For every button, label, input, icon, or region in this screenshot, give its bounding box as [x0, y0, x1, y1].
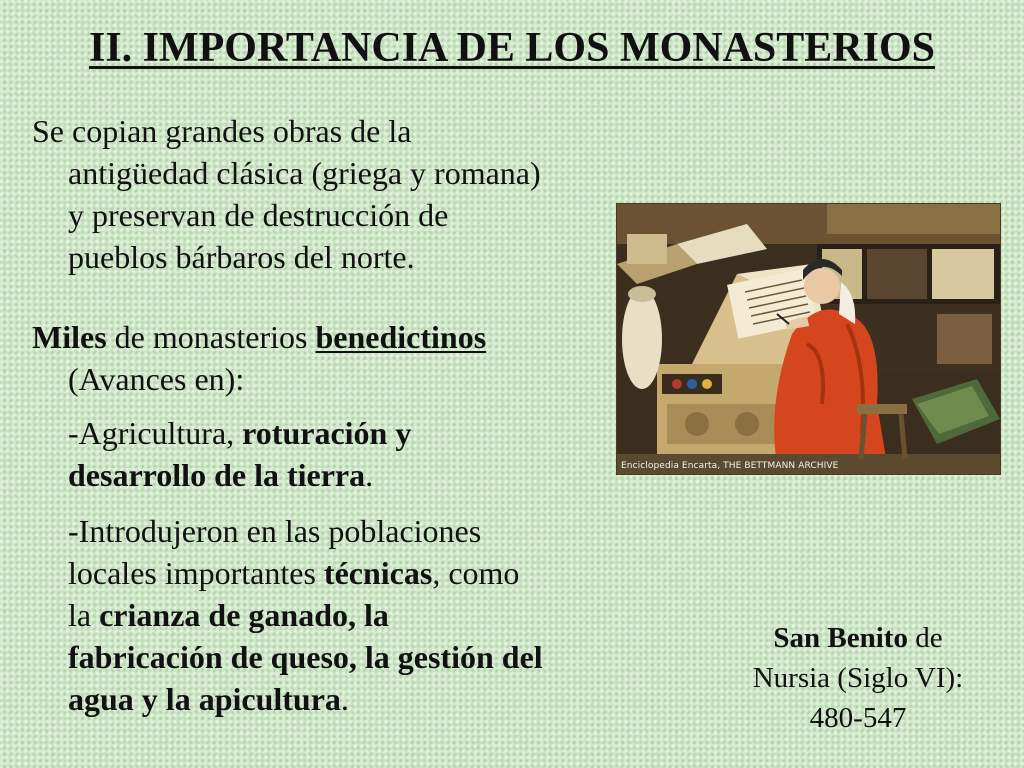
paragraph-agricultura — [68, 412, 628, 496]
underlined-text: benedictinos — [315, 319, 487, 355]
plain-text: -Agricultura, — [68, 415, 243, 451]
paragraph-line: Se copian grandes obras de la — [32, 113, 412, 149]
bold-text: Miles — [32, 319, 107, 355]
paragraph-line — [68, 412, 628, 454]
paragraph-line: pueblos bárbaros del norte. — [68, 239, 415, 275]
bold-text: desarrollo de la tierra — [68, 457, 366, 493]
plain-text: de monasterios — [106, 319, 316, 355]
paragraph-tecnicas — [68, 510, 668, 720]
monk-scribe-image — [616, 203, 1001, 475]
bold-text: San Benito — [773, 622, 908, 654]
paragraph-line: (Avances en): — [68, 361, 245, 397]
bold-text: agua y la apicultura — [68, 681, 341, 717]
bold-text: crianza de ganado, la — [99, 597, 389, 633]
caption-line: Nursia (Siglo VI): — [752, 662, 964, 694]
bold-text: roturación y — [242, 415, 412, 451]
paragraph-line — [68, 552, 668, 594]
paragraph-benedictinos — [32, 316, 632, 400]
plain-text: . — [340, 681, 349, 717]
paragraph-clasicas — [32, 110, 652, 278]
bold-text: fabricación de queso, la gestión del — [68, 639, 543, 675]
plain-text: locales importantes — [68, 555, 324, 591]
bold-underlined-text — [315, 319, 486, 355]
image-credit: Enciclopedia Encarta, THE BETTMANN ARCHIVE — [621, 461, 839, 471]
plain-text: . — [365, 457, 374, 493]
paragraph-line — [68, 678, 668, 720]
plain-text: , como — [432, 555, 520, 591]
paragraph-line — [32, 316, 632, 358]
plain-text: de — [907, 622, 943, 654]
bold-text: técnicas — [323, 555, 433, 591]
plain-text: la — [68, 597, 100, 633]
paragraph-line: antigüedad clásica (griega y romana) — [68, 155, 541, 191]
monk-scribe-illustration-icon — [617, 204, 1000, 474]
paragraph-line: y preservan de destrucción de — [68, 197, 449, 233]
paragraph-line — [68, 454, 628, 496]
caption-line: 480-547 — [809, 702, 907, 734]
page-title: II. IMPORTANCIA DE LOS MONASTERIOS — [88, 25, 936, 71]
paragraph-line: -Introdujeron en las poblaciones — [68, 513, 482, 549]
paragraph-line — [68, 636, 668, 678]
caption-line — [712, 618, 1004, 658]
image-caption — [712, 618, 1004, 738]
paragraph-line — [68, 594, 668, 636]
